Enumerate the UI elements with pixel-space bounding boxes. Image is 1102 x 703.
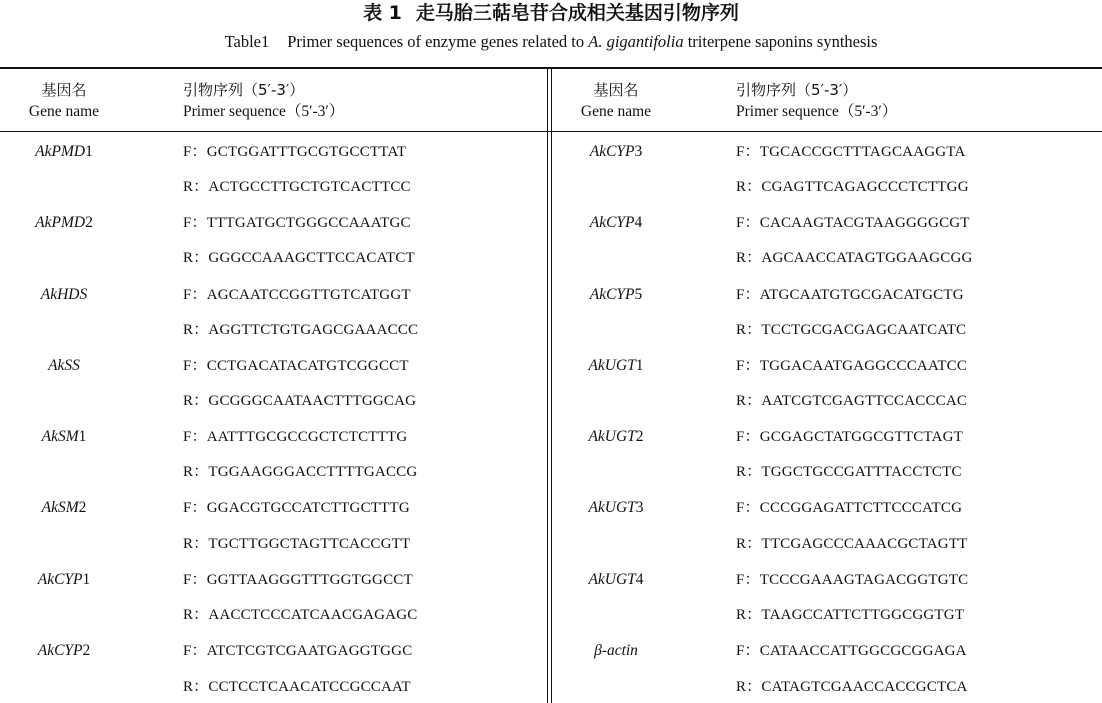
gene-name-cell: AkHDS (40, 286, 88, 303)
gene-name-cell: AkPMD1 (35, 143, 93, 160)
primer-reverse: R：ACTGCCTTGCTGTCACTTCC (183, 179, 411, 195)
primer-reverse: R：CATAGTCGAACCACCGCTCA (736, 679, 968, 695)
table-caption-en-part2: triterpene saponins synthesis (683, 32, 878, 51)
header-gene-cn: 基因名 (593, 81, 639, 99)
primer-forward: F：CATAACCATTGGCGCGGAGA (736, 643, 967, 659)
gene-name-cell: AkSS (48, 357, 80, 374)
header-gene-cn: 基因名 (41, 81, 87, 99)
header-gene-en: Gene name (580, 103, 652, 120)
column-divider-right-line (551, 67, 552, 703)
primer-forward: F：CCCGGAGATTCTTCCCATCG (736, 500, 963, 516)
table-label-en: Table1 (224, 32, 270, 51)
header-primer-cn: 引物序列（5′-3′） (736, 81, 858, 99)
primer-reverse: R：TGGCTGCCGATTTACCTCTC (736, 464, 962, 480)
table-caption-en-part1: Primer sequences of enzyme genes related to (287, 32, 589, 51)
table-caption-en-species: A. gigantifolia (588, 32, 684, 51)
primer-forward: F：CCTGACATACATGTCGGCCT (183, 358, 409, 374)
primer-reverse: R：TGGAAGGGACCTTTTGACCG (183, 464, 418, 480)
header-primer-cn: 引物序列（5′-3′） (183, 81, 305, 99)
header-gene-name-right (574, 80, 658, 122)
primer-reverse: R：AACCTCCCATCAACGAGAGC (183, 607, 418, 623)
primer-forward: F：ATGCAATGTGCGACATGCTG (736, 287, 964, 303)
header-primer-left (183, 80, 344, 122)
primer-forward: F：AATTTGCGCCGCTCTCTTTG (183, 429, 408, 445)
primer-reverse: R：GCGGGCAATAACTTTGGCAG (183, 393, 417, 409)
primer-forward: F：CACAAGTACGTAAGGGGCGT (736, 215, 970, 231)
primer-forward: F：AGCAATCCGGTTGTCATGGT (183, 287, 411, 303)
header-primer-en: Primer sequence（5′-3′） (183, 103, 345, 120)
gene-name-cell: β-actin (594, 642, 638, 659)
primer-forward: F：GGACGTGCCATCTTGCTTTG (183, 500, 410, 516)
primer-forward: F：GCGAGCTATGGCGTTCTAGT (736, 429, 963, 445)
gene-name-cell: AkSM2 (41, 499, 87, 516)
table-label-cn: 表 1 (363, 2, 402, 24)
primer-reverse: R：TTCGAGCCCAAACGCTAGTT (736, 536, 968, 552)
primer-forward: F：GGTTAAGGGTTTGGTGGCCT (183, 572, 413, 588)
primer-forward: F：ATCTCGTCGAATGAGGTGGC (183, 643, 413, 659)
gene-name-cell: AkCYP2 (37, 642, 91, 659)
primer-reverse: R：AGCAACCATAGTGGAAGCGG (736, 250, 973, 266)
primer-reverse: R：AATCGTCGAGTTCCACCCAC (736, 393, 968, 409)
gene-name-cell: AkUGT4 (588, 571, 644, 588)
primer-reverse: R：TGCTTGGCTAGTTCACCGTT (183, 536, 411, 552)
primer-forward: F：TGCACCGCTTTAGCAAGGTA (736, 144, 966, 160)
gene-name-cell: AkUGT2 (588, 428, 644, 445)
header-gene-en: Gene name (28, 103, 100, 120)
gene-name-cell: AkPMD2 (35, 214, 93, 231)
primer-reverse: R：GGGCCAAAGCTTCCACATCT (183, 250, 415, 266)
primer-reverse: R：CCTCCTCAACATCCGCCAAT (183, 679, 411, 695)
primer-forward: F：TGGACAATGAGGCCCAATCC (736, 358, 968, 374)
gene-name-cell: AkCYP4 (589, 214, 643, 231)
primer-reverse: R：AGGTTCTGTGAGCGAAACCC (183, 322, 419, 338)
primer-reverse: R：TCCTGCGACGAGCAATCATC (736, 322, 967, 338)
table-caption-cn: 走马胎三萜皂苷合成相关基因引物序列 (415, 2, 739, 24)
primer-reverse: R：CGAGTTCAGAGCCCTCTTGG (736, 179, 969, 195)
primer-reverse: R：TAAGCCATTCTTGGCGGTGT (736, 607, 965, 623)
gene-name-cell: AkCYP3 (589, 143, 643, 160)
gene-name-cell: AkUGT1 (588, 357, 644, 374)
table-title-cn (0, 0, 1102, 26)
gene-name-cell: AkSM1 (41, 428, 87, 445)
table-title-en (0, 30, 1102, 54)
gene-name-cell: AkUGT3 (588, 499, 644, 516)
gene-name-cell: AkCYP1 (37, 571, 91, 588)
gene-name-cell: AkCYP5 (589, 286, 643, 303)
column-divider-left-line (547, 67, 548, 703)
primer-forward: F：TTTGATGCTGGGCCAAATGC (183, 215, 411, 231)
primer-forward: F：TCCCGAAAGTAGACGGTGTC (736, 572, 969, 588)
header-primer-en: Primer sequence（5′-3′） (736, 103, 898, 120)
primer-forward: F：GCTGGATTTGCGTGCCTTAT (183, 144, 407, 160)
header-gene-name-left (22, 80, 106, 122)
header-primer-right (736, 80, 897, 122)
